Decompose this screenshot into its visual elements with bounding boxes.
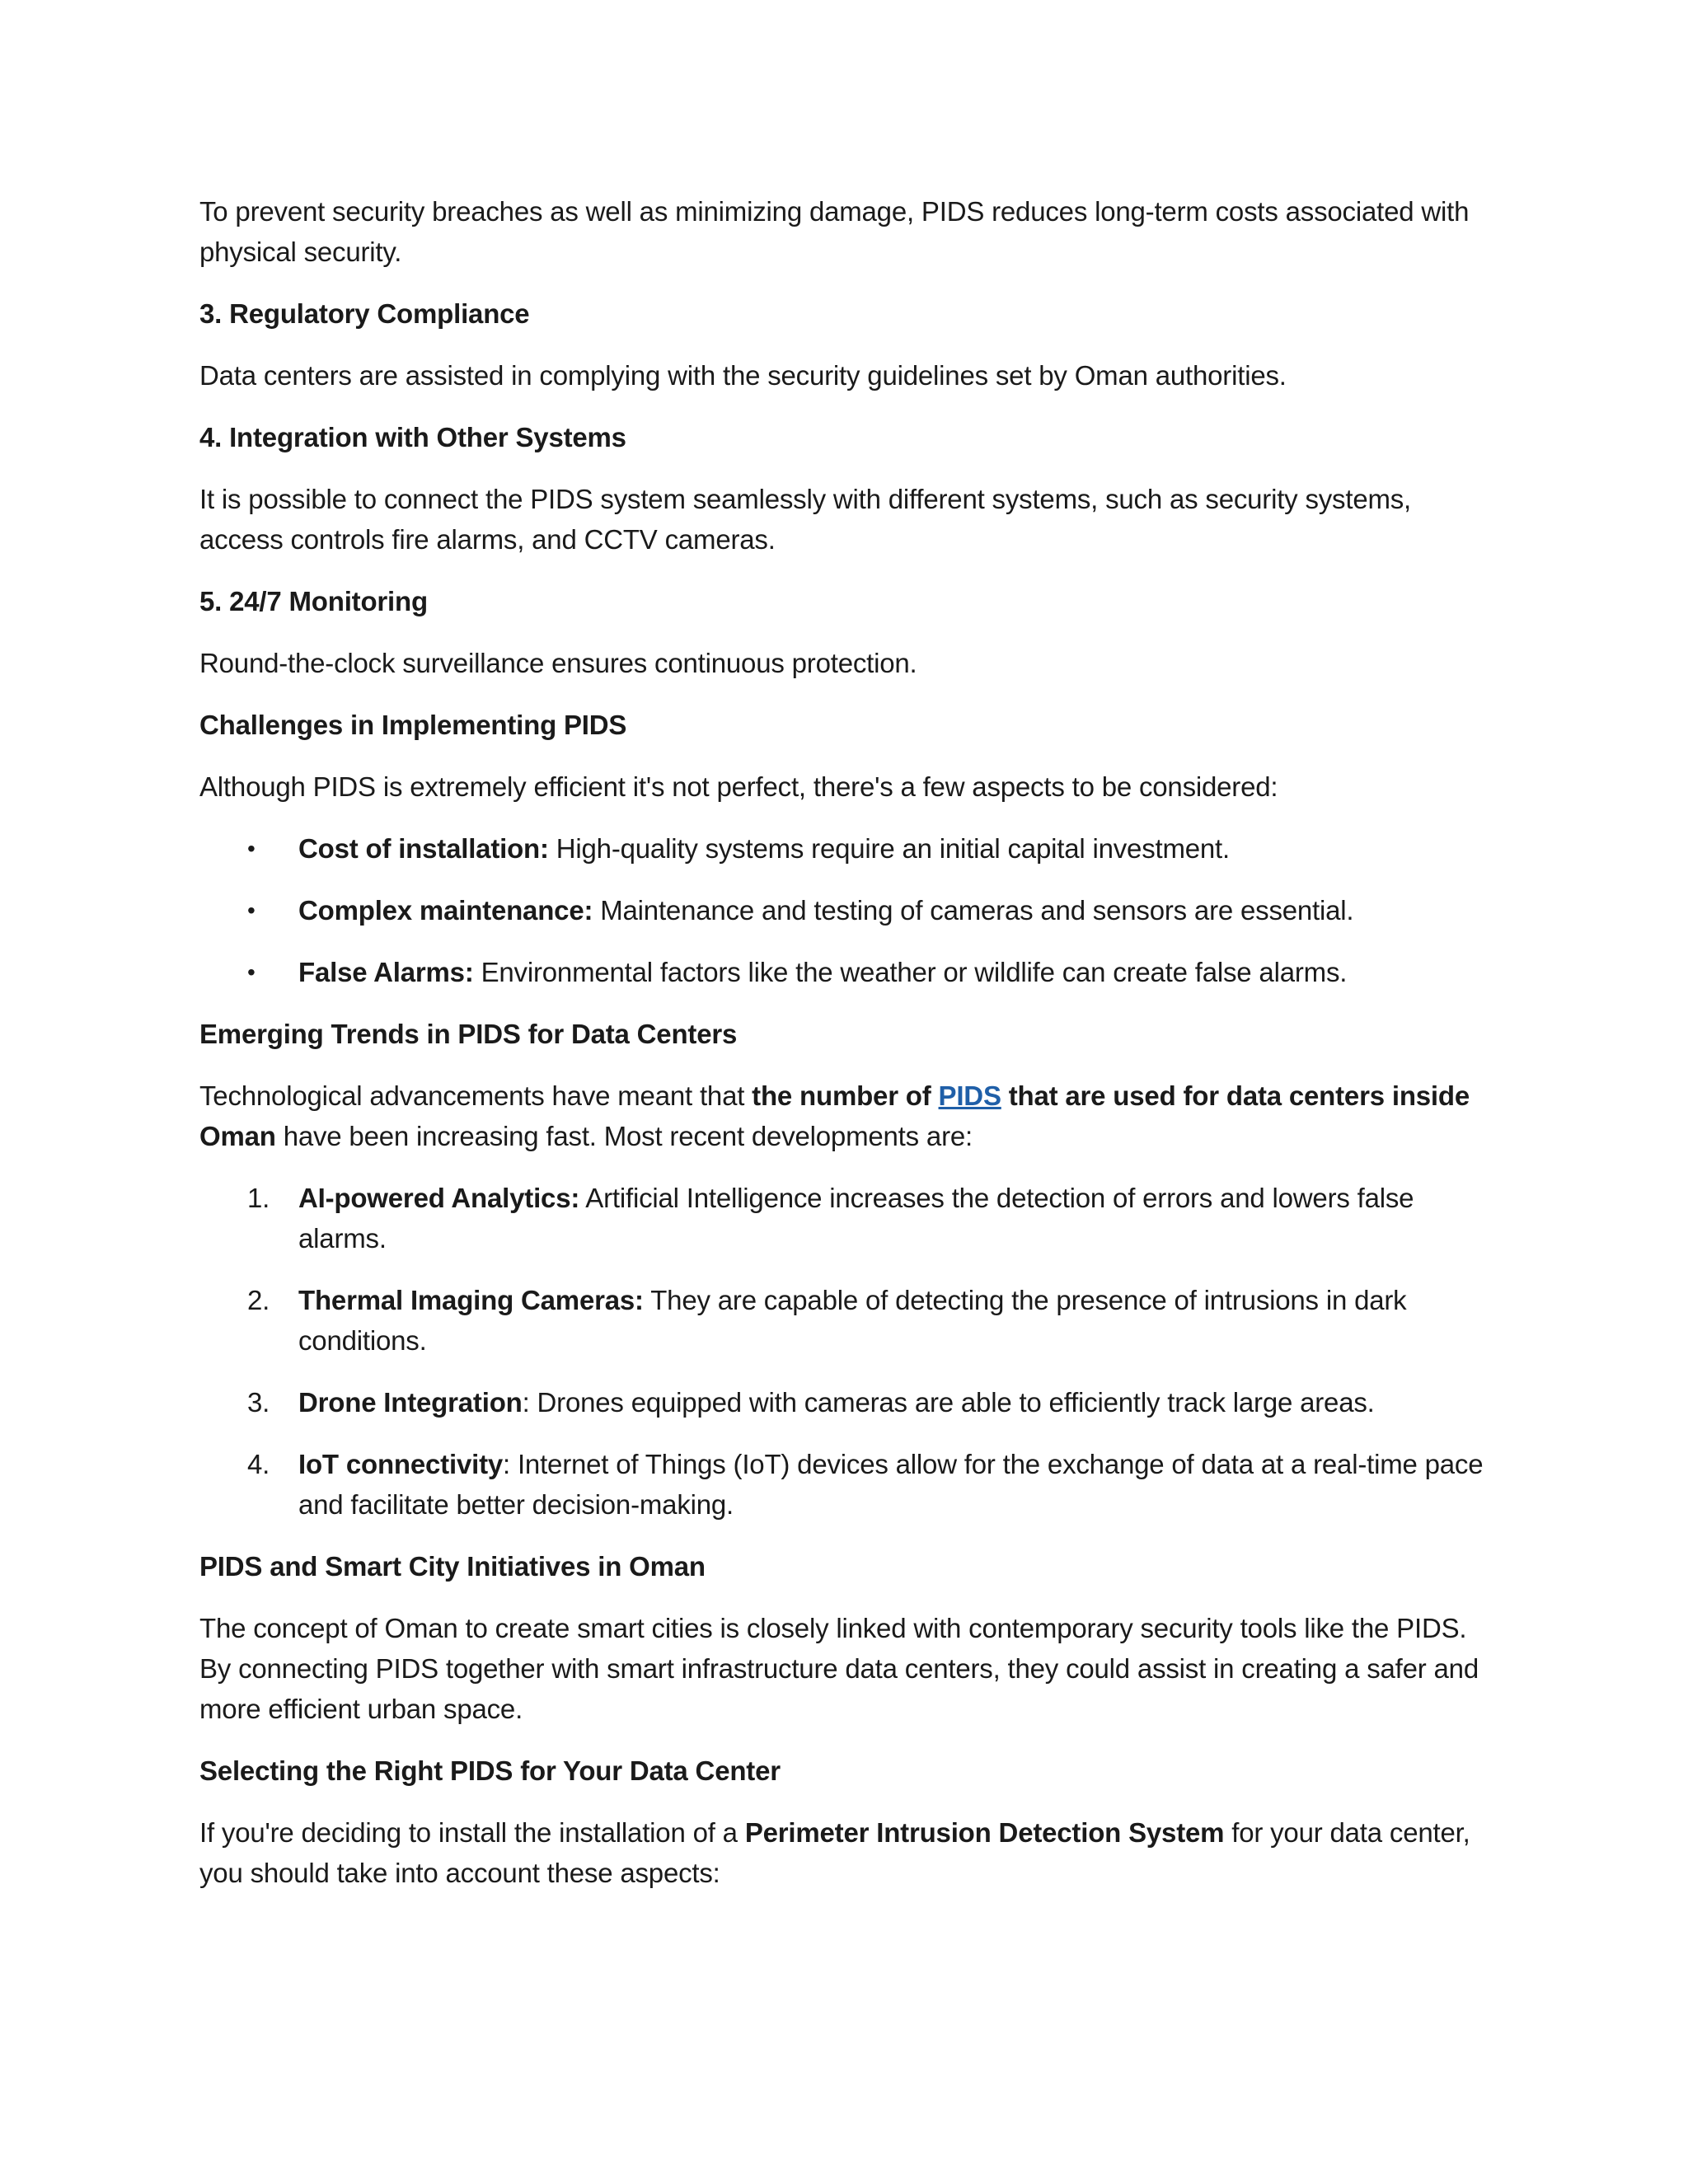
trends-text-start: Technological advancements have meant that: [199, 1080, 753, 1111]
list-number: 2.: [247, 1285, 270, 1315]
list-item: [199, 1382, 1502, 1422]
selecting-paragraph: [199, 1812, 1502, 1893]
list-item-text: Environmental factors like the weather or wildlife can create false alarms.: [473, 957, 1348, 987]
list-item: [199, 828, 1502, 869]
regulatory-paragraph: Data centers are assisted in complying with the security guidelines set by Oman authorities.: [199, 360, 1287, 391]
heading-selecting-pids: Selecting the Right PIDS for Your Data Center: [199, 1755, 781, 1786]
list-item-term: Cost of installation:: [298, 833, 549, 864]
list-item: [199, 1280, 1502, 1361]
pids-link[interactable]: PIDS: [938, 1080, 1001, 1111]
list-item-text: Maintenance and testing of cameras and sensors are essential.: [593, 895, 1354, 926]
list-item-term: Complex maintenance:: [298, 895, 593, 926]
list-item-term: AI-powered Analytics:: [298, 1183, 580, 1213]
bullet-icon: •: [247, 898, 256, 923]
list-number: 3.: [247, 1387, 270, 1418]
trends-bold-text: the number of: [752, 1080, 939, 1111]
heading-monitoring: 5. 24/7 Monitoring: [199, 586, 428, 616]
list-number: 4.: [247, 1449, 270, 1479]
list-number: 1.: [247, 1183, 270, 1213]
list-item: [199, 890, 1502, 930]
list-item-term: IoT connectivity: [298, 1449, 504, 1479]
challenges-paragraph: Although PIDS is extremely efficient it's not perfect, there's a few aspects to be considered:: [199, 771, 1278, 802]
intro-paragraph: To prevent security breaches as well as minimizing damage, PIDS reduces long-term costs associated with physical security.: [199, 196, 1470, 267]
heading-integration: 4. Integration with Other Systems: [199, 422, 626, 452]
bullet-icon: •: [247, 959, 256, 985]
list-item-term: Drone Integration: [298, 1387, 523, 1418]
trends-bold-text: that are used for data centers inside Oman: [199, 1080, 1470, 1151]
document-body: [199, 191, 1502, 1915]
integration-paragraph: It is possible to connect the PIDS system seamlessly with different systems, such as security systems, access controls fire alarms, and CCTV cameras.: [199, 484, 1412, 555]
list-item: [199, 1178, 1502, 1258]
list-item: [199, 952, 1502, 992]
heading-regulatory-compliance: 3. Regulatory Compliance: [199, 298, 530, 329]
list-item-text: : Drones equipped with cameras are able to efficiently track large areas.: [522, 1387, 1375, 1418]
smart-city-paragraph: The concept of Oman to create smart cities is closely linked with contemporary security tools like the PIDS. By connecting PIDS together with smart infrastructure data centers, they could assist in creating a safer and more efficient urban space.: [199, 1613, 1479, 1724]
list-item-text: They are capable of detecting the presence of intrusions in dark conditions.: [298, 1285, 1407, 1356]
challenges-list: [199, 828, 1502, 992]
list-item-term: False Alarms:: [298, 957, 474, 987]
trends-list: [199, 1178, 1502, 1525]
selecting-text-start: If you're deciding to install the installation of a: [199, 1817, 745, 1848]
selecting-text-end: for your data center, you should take into account these aspects:: [199, 1817, 1470, 1888]
bullet-icon: •: [247, 836, 256, 861]
heading-challenges: Challenges in Implementing PIDS: [199, 710, 627, 740]
trends-paragraph: [199, 1076, 1502, 1156]
heading-smart-city: PIDS and Smart City Initiatives in Oman: [199, 1551, 706, 1582]
trends-text-end: have been increasing fast. Most recent developments are:: [275, 1121, 973, 1151]
monitoring-paragraph: Round-the-clock surveillance ensures continuous protection.: [199, 648, 917, 678]
list-item-term: Thermal Imaging Cameras:: [298, 1285, 644, 1315]
list-item-text: High-quality systems require an initial capital investment.: [548, 833, 1230, 864]
list-item: [199, 1444, 1502, 1525]
heading-emerging-trends: Emerging Trends in PIDS for Data Centers: [199, 1019, 738, 1049]
selecting-bold-text: Perimeter Intrusion Detection System: [744, 1817, 1225, 1848]
list-item-text: Artificial Intelligence increases the detection of errors and lowers false alarms.: [298, 1183, 1414, 1254]
list-item-text: : Internet of Things (IoT) devices allow for the exchange of data at a real-time pace and facilitate better decision-making.: [298, 1449, 1484, 1520]
